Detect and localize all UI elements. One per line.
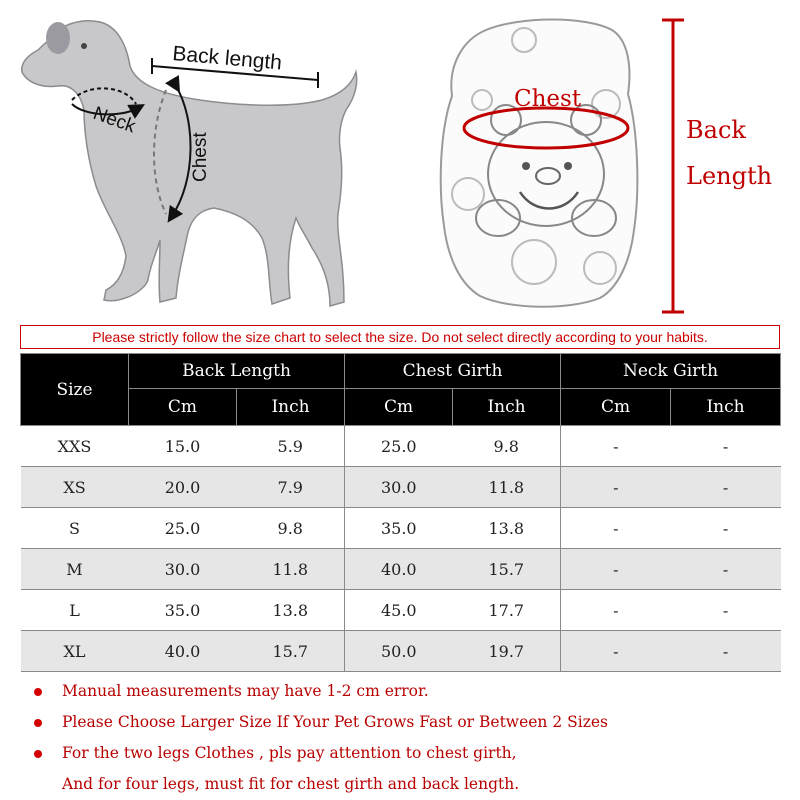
unit-header: Cm bbox=[129, 389, 237, 426]
garment-back-label: Back bbox=[686, 116, 746, 144]
table-row bbox=[21, 631, 781, 672]
table-cell: - bbox=[671, 631, 781, 672]
measurement-illustration bbox=[0, 0, 800, 322]
size-cell: XL bbox=[21, 631, 129, 672]
size-cell: XS bbox=[21, 467, 129, 508]
size-cell: S bbox=[21, 508, 129, 549]
table-cell: 35.0 bbox=[129, 590, 237, 631]
neck-label: Neck bbox=[90, 102, 139, 138]
table-cell: - bbox=[561, 467, 671, 508]
table-row bbox=[21, 467, 781, 508]
table-cell: - bbox=[671, 508, 781, 549]
back-length-label: Back length bbox=[171, 42, 283, 75]
table-cell: 30.0 bbox=[345, 467, 453, 508]
bullet-dot-icon bbox=[34, 750, 42, 758]
garment-length-label: Length bbox=[686, 162, 773, 190]
note-item bbox=[30, 738, 790, 769]
table-cell: - bbox=[671, 467, 781, 508]
table-cell: 35.0 bbox=[345, 508, 453, 549]
table-cell: - bbox=[561, 508, 671, 549]
table-cell: 19.7 bbox=[453, 631, 561, 672]
size-cell: L bbox=[21, 590, 129, 631]
table-cell: - bbox=[671, 549, 781, 590]
size-cell: XXS bbox=[21, 426, 129, 467]
table-cell: - bbox=[561, 590, 671, 631]
note-item-continuation bbox=[30, 769, 790, 800]
table-cell: 25.0 bbox=[129, 508, 237, 549]
table-cell: 40.0 bbox=[345, 549, 453, 590]
table-cell: 11.8 bbox=[453, 467, 561, 508]
unit-header: Cm bbox=[561, 389, 671, 426]
table-row bbox=[21, 549, 781, 590]
note-item bbox=[30, 676, 790, 707]
table-cell: 9.8 bbox=[453, 426, 561, 467]
note-text: For the two legs Clothes , pls pay attention to chest girth, bbox=[62, 744, 517, 762]
neck-girth-header: Neck Girth bbox=[561, 354, 781, 389]
table-cell: 30.0 bbox=[129, 549, 237, 590]
table-cell: 15.7 bbox=[237, 631, 345, 672]
back-length-header: Back Length bbox=[129, 354, 345, 389]
table-row bbox=[21, 590, 781, 631]
garment-length-indicator bbox=[662, 20, 772, 312]
bullet-dot-icon bbox=[34, 688, 42, 696]
table-cell: - bbox=[561, 631, 671, 672]
note-text: And for four legs, must fit for chest girth and back length. bbox=[62, 775, 520, 793]
notes-list bbox=[30, 676, 790, 800]
table-row bbox=[21, 426, 781, 467]
unit-header: Inch bbox=[453, 389, 561, 426]
table-cell: 5.9 bbox=[237, 426, 345, 467]
table-cell: 15.7 bbox=[453, 549, 561, 590]
note-text: Manual measurements may have 1-2 cm error. bbox=[62, 682, 429, 700]
unit-header: Inch bbox=[237, 389, 345, 426]
table-cell: 9.8 bbox=[237, 508, 345, 549]
table-cell: 20.0 bbox=[129, 467, 237, 508]
bullet-dot-icon bbox=[34, 719, 42, 727]
chest-girth-header: Chest Girth bbox=[345, 354, 561, 389]
garment-sketch bbox=[441, 20, 638, 307]
note-text: Please Choose Larger Size If Your Pet Grows Fast or Between 2 Sizes bbox=[62, 713, 608, 731]
table-cell: 13.8 bbox=[453, 508, 561, 549]
table-cell: - bbox=[671, 590, 781, 631]
table-cell: - bbox=[561, 426, 671, 467]
unit-header: Cm bbox=[345, 389, 453, 426]
garment-chest-label: Chest bbox=[514, 86, 582, 112]
chest-label: Chest bbox=[190, 132, 211, 182]
note-item bbox=[30, 707, 790, 738]
size-chart-table bbox=[20, 353, 781, 672]
table-cell: 25.0 bbox=[345, 426, 453, 467]
table-cell: 7.9 bbox=[237, 467, 345, 508]
table-cell: - bbox=[561, 549, 671, 590]
size-cell: M bbox=[21, 549, 129, 590]
table-cell: 13.8 bbox=[237, 590, 345, 631]
unit-header: Inch bbox=[671, 389, 781, 426]
table-cell: 15.0 bbox=[129, 426, 237, 467]
size-column-header: Size bbox=[21, 354, 129, 426]
table-cell: - bbox=[671, 426, 781, 467]
table-cell: 45.0 bbox=[345, 590, 453, 631]
table-row bbox=[21, 508, 781, 549]
table-cell: 11.8 bbox=[237, 549, 345, 590]
table-cell: 17.7 bbox=[453, 590, 561, 631]
back-length-indicator bbox=[152, 42, 318, 88]
table-cell: 40.0 bbox=[129, 631, 237, 672]
table-cell: 50.0 bbox=[345, 631, 453, 672]
size-notice: Please strictly follow the size chart to select the size. Do not select directly according to your habits. bbox=[20, 325, 780, 349]
